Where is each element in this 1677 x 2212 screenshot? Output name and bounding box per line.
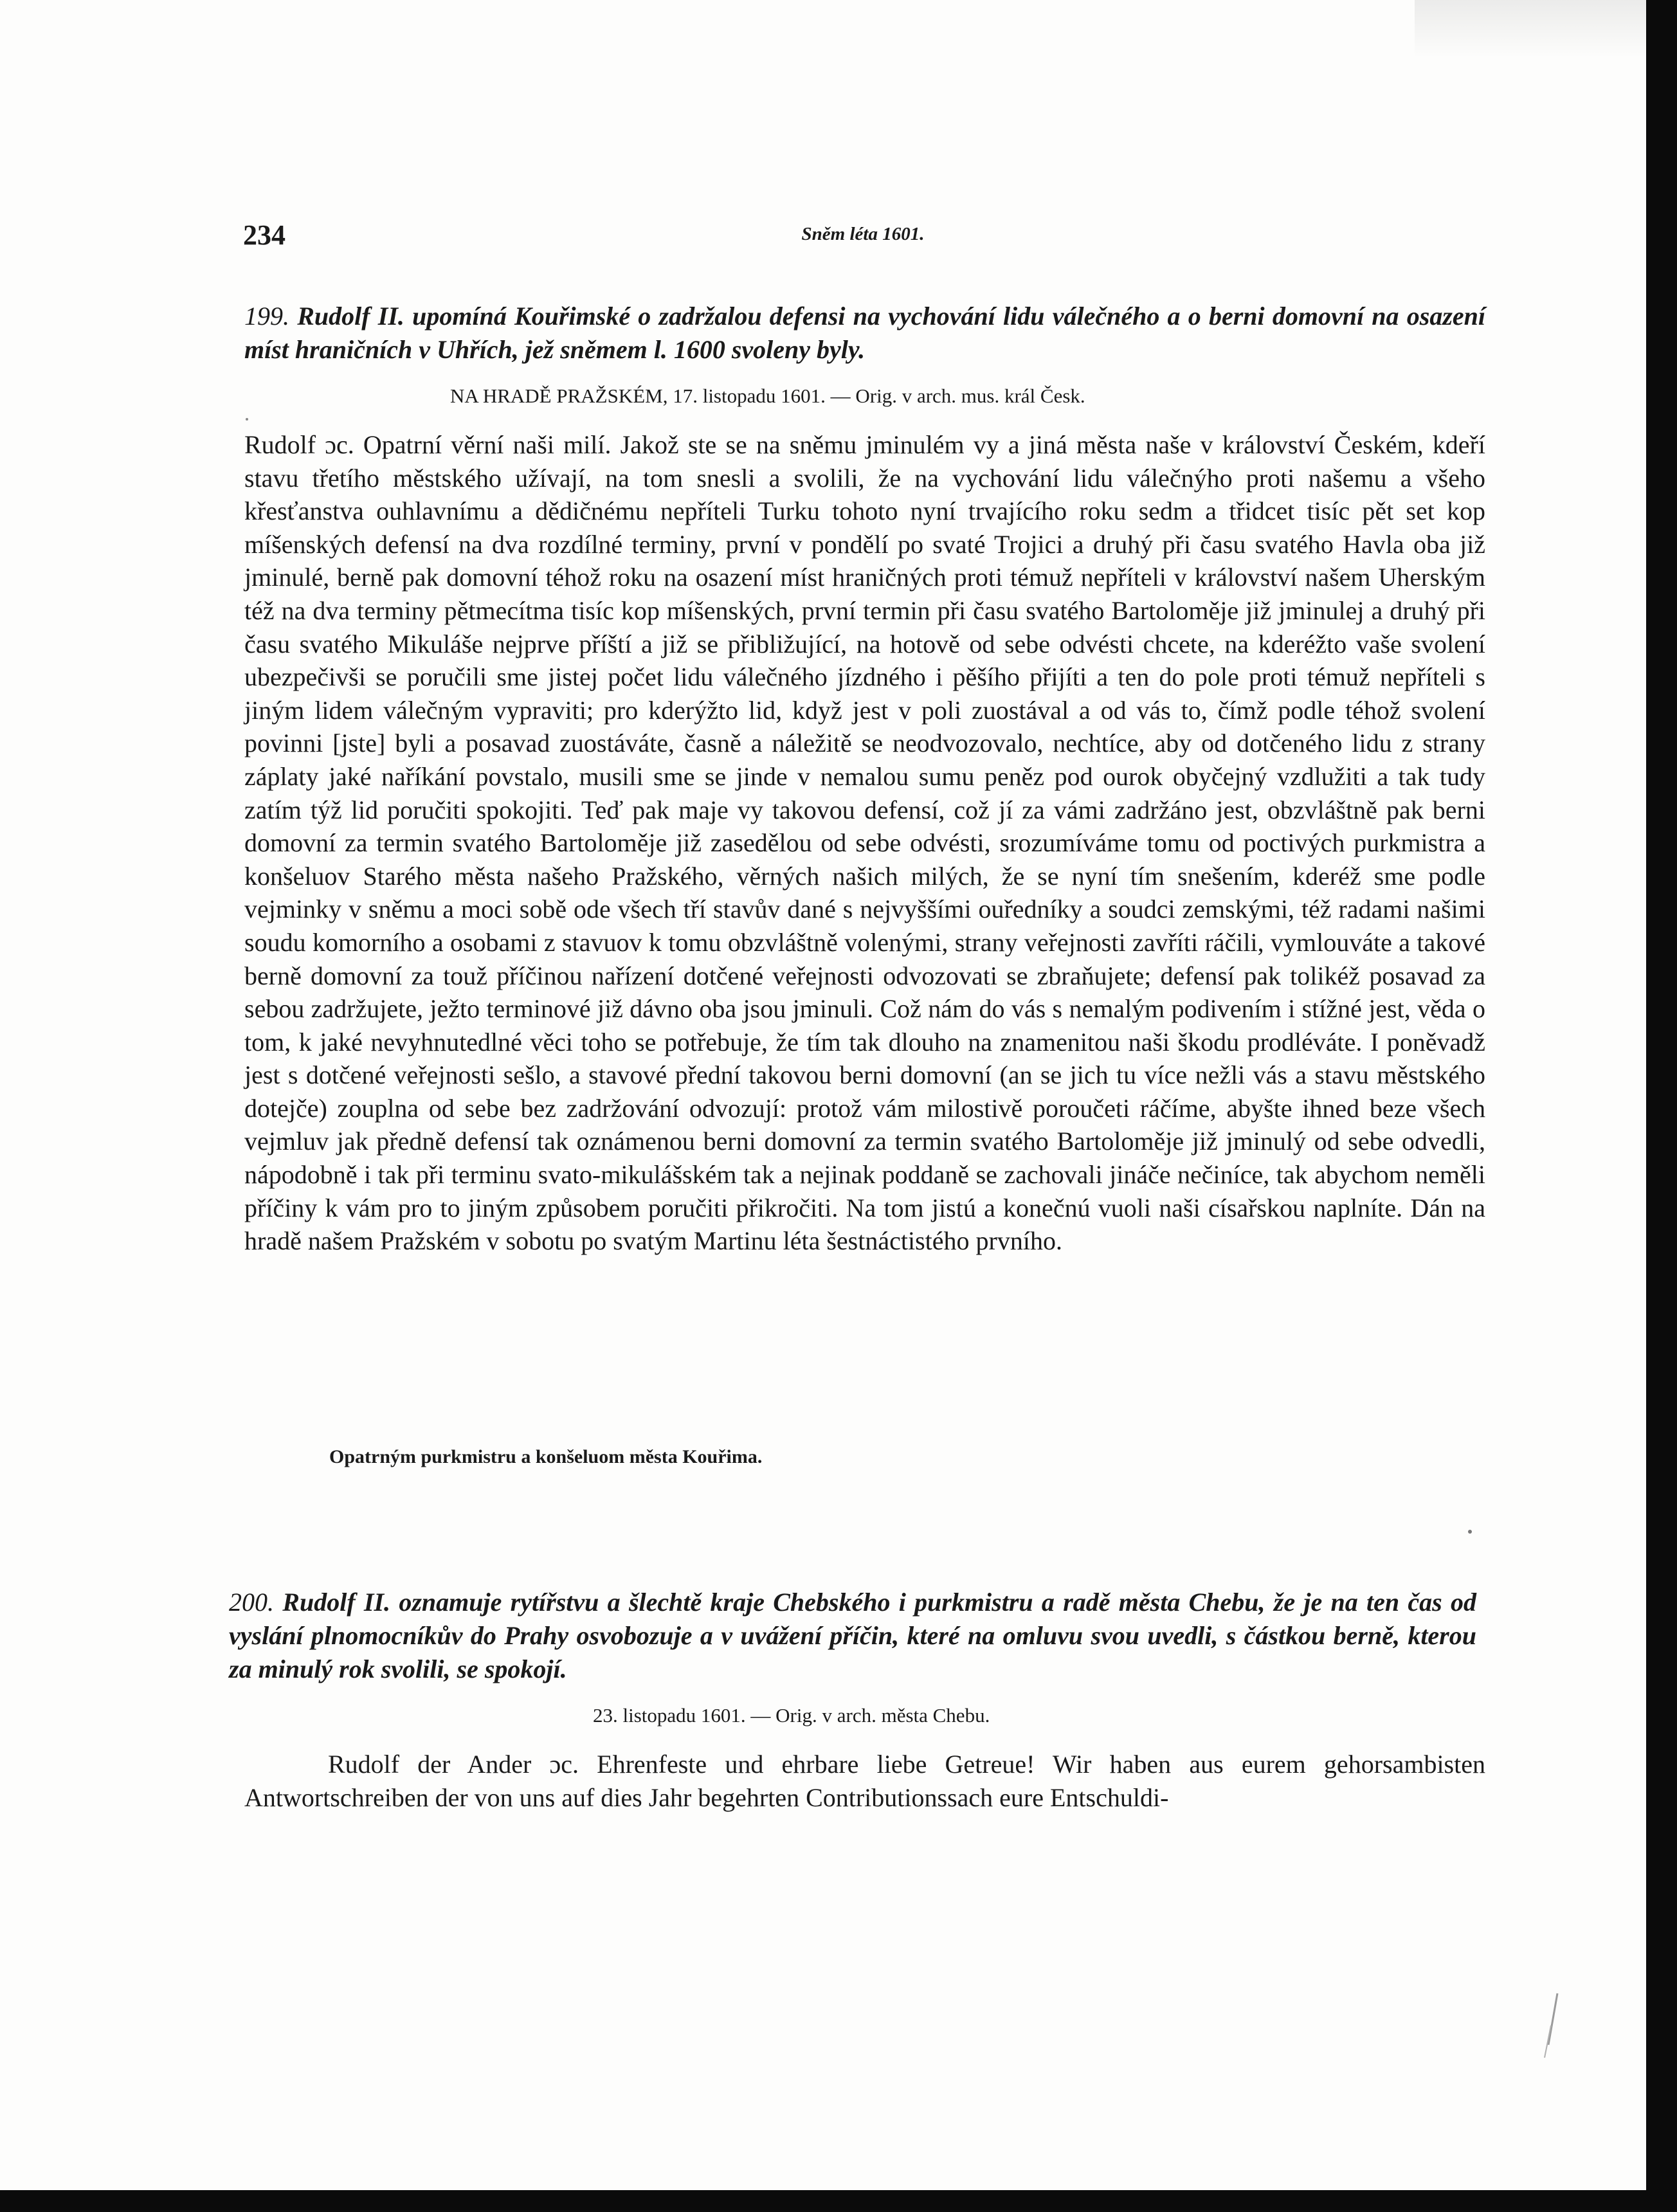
- scan-speck-2: [246, 418, 248, 421]
- entry-200-source: 23. listopadu 1601. — Orig. v arch. města Chebu.: [593, 1704, 990, 1727]
- entry-200-body: Rudolf der Ander ɔc. Ehrenfeste und ehrbare liebe Getreue! Wir haben aus eurem gehorsambisten Antwortschreiben der von uns auf dies Jahr begehrten Contributionssach eure Entschuldi-: [244, 1750, 1485, 1812]
- entry-200-number: 200.: [229, 1588, 274, 1617]
- entry-199-address: Opatrným purkmistru a konšeluom města Kouřima.: [329, 1446, 763, 1467]
- running-title: Sněm léta 1601.: [801, 224, 925, 244]
- page-number: 234: [243, 219, 286, 251]
- scan-mark-stroke: [1548, 1993, 1557, 2045]
- entry-200-heading-text: Rudolf II. oznamuje rytířstvu a šlechtě kraje Chebského i purkmistru a radě města Chebu, že je na ten čas od vyslání plnomocníkův do Prahy osvobozuje a v uvážení příčin, které na omluvu svou uvedli, s částkou berně, kterou za minulý rok svolili, se spokojí.: [229, 1588, 1477, 1683]
- scan-mark-stroke-2: [1545, 2026, 1551, 2058]
- entry-199-number: 199.: [244, 302, 289, 331]
- entry-199-heading-text: Rudolf II. upomíná Kouřimské o zadržalou defensi na vychování lidu válečného a o berni domovní na osazení míst hraničních v Uhřích, jež sněmem l. 1600 svoleny byly.: [244, 302, 1486, 364]
- entry-199-source: NA HRADĚ PRAŽSKÉM, 17. listopadu 1601. — Orig. v arch. mus. král Česk.: [450, 385, 1085, 407]
- scan-speck: [1468, 1530, 1472, 1534]
- entry-199-body: Rudolf ɔc. Opatrní věrní naši milí. Jakož ste se na sněmu jminulém vy a jiná města naše v království Českém, kdeří stavu třetího městského užívají, na tom snesli a svolili, že na vychování lidu válečnýho proti našemu a všeho křesťanstva ouhlavnímu a dědičnému nepříteli Turku tohoto nyní trvajícího roku sedm a třidcet tisíc pět set kop míšenských defensí na dva rozdílné terminy, první v pondělí po svaté Trojici a druhý při času svatého Havla oba již jminulé, berně pak domovní téhož roku na osazení míst hraničných proti témuž nepříteli v království našem Uherským též na dva terminy pětmecítma tisíc kop míšenských, první termin při času svatého Bartoloměje již jminulej a druhý při času svatého Mikuláše nejprve příští a již se přibližující, na hotově od sebe odvésti chcete, na kderéžto vaše svolení ubezpečivši se poručili sme jistej počet lidu válečného jízdného i pěšího přijíti a ten do pole proti témuž nepříteli s jiným lidem válečným vypraviti; pro kderýžto lid, když jest v poli zuostával a od vás to, čímž podle téhož svolení povinni [jste] byli a posavad zuostáváte, časně a náležitě se neodvozovalo, nechtíce, aby od dotčeného lidu z strany záplaty jaké naříkání povstalo, musili sme se jinde v nemalou sumu peněz pod ourok obyčejný vzdlužiti a tak tudy zatím týž lid poručiti spokojiti. Teď pak maje vy takovou defensí, což jí za vámi zadržáno jest, obzvláštně pak berni domovní za termin svatého Bartoloměje již zasedělou od sebe odvésti, srozumíváme tomu od poctivých purkmistra a konšeluov Starého města našeho Pražského, věrných našich milých, že se nyní tím snešením, kderéž sme podle vejminky v sněmu a moci sobě ode všech tří stavův dané s nejvyššími ouředníky a soudci zemskými, též radami našimi soudu komorního a osobami z stavuov k tomu obzvláštně volenými, strany veřejnosti zavříti ráčili, vymlouváte a takové berně domovní za touž příčinou nařízení dotčené veřejnosti odvozovati se zbraňujete; defensí pak tolikéž posavad za sebou zadržujete, ježto terminové již dávno oba jsou jminuli. Což nám do vás s nemalým podivením i stížné jest, věda o tom, k jaké nevyhnutedlné věci toho se potřebuje, že tím tak dlouho na znamenitou naši škodu prodléváte. I poněvadž jest s dotčené veřejnosti sešlo, a stavové přední takovou berni domovní (an se jich tu více nežli vás a stavu městského dotejče) zouplna od sebe bez zadržování odvozují: protož vám milostivě poroučeti ráčíme, abyšte ihned beze všech vejmluv jak předně defensí tak oznámenou berni domovní za termin svatého Bartoloměje již jminulý od sebe odvedli, nápodobně i tak při terminu svato-mikulášském tak a nejinak poddaně se zachovali jináče nečiníce, tak abychom neměli příčiny k vám pro to jiným způsobem poručiti přikročiti. Na tom jistú a konečnú vuoli naši císařskou naplníte. Dán na hradě našem Pražském v sobotu po svatým Martinu léta šestnáctistého prvního.: [244, 430, 1485, 1256]
